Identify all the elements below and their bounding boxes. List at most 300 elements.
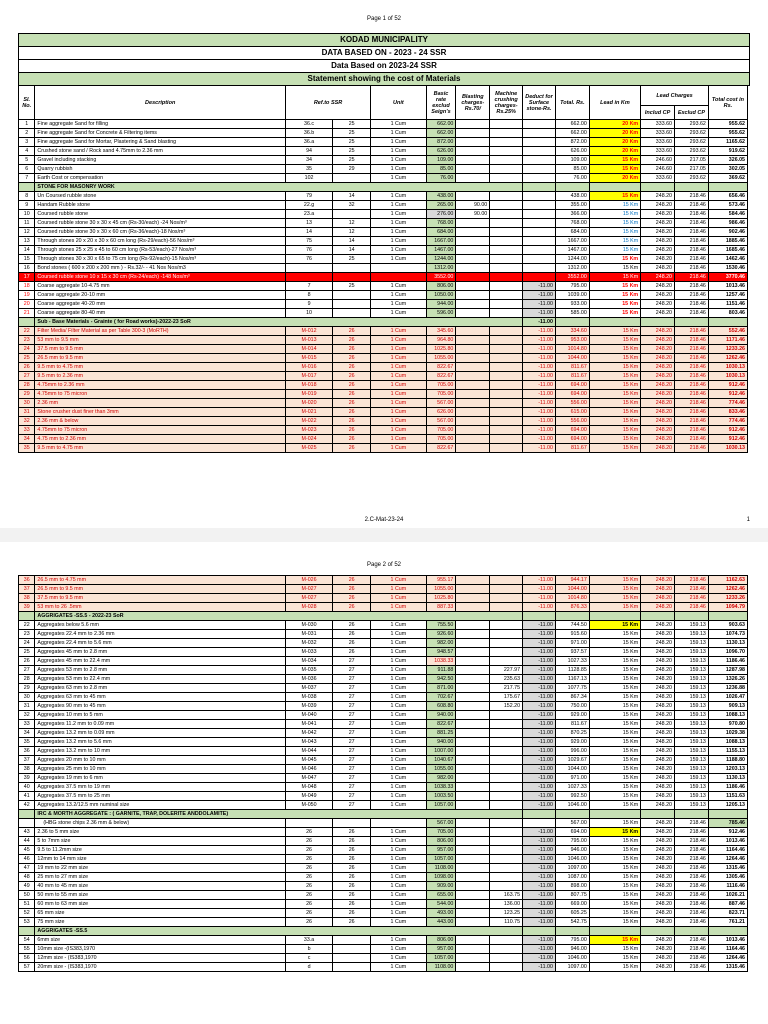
deduct-cell: -11.00	[523, 354, 556, 363]
machine-crushing-cell	[490, 720, 523, 729]
deduct-cell	[523, 210, 556, 219]
total-cell: 1097.00	[555, 864, 589, 873]
ref-page-cell: 27	[333, 792, 371, 801]
include-cp-cell: 248.20	[641, 399, 675, 408]
unit-cell: 1 Cum	[371, 936, 426, 945]
total-cost-cell: 774.46	[708, 399, 747, 408]
blasting-cell	[456, 576, 490, 585]
ref-page-cell: 26	[333, 345, 371, 354]
total-cost-cell: 1186.46	[708, 657, 747, 666]
ref-ssr-cell: M-035	[285, 666, 332, 675]
lead-km-cell: 20 Km	[589, 120, 640, 129]
include-cp-cell: 248.20	[641, 219, 675, 228]
sl-cell: 55	[19, 945, 35, 954]
deduct-cell	[523, 273, 556, 282]
deduct-cell	[523, 927, 556, 936]
basic-rate-cell: 1108.00	[426, 963, 456, 972]
include-cp-cell: 248.20	[641, 729, 675, 738]
blasting-cell	[456, 639, 490, 648]
section-title: IRC & MORTH AGGREGATE : ( GARNITE, TRAP, DOLERITE ANDDOLAMITE)	[35, 810, 523, 819]
lead-km-cell: 15 Km	[589, 639, 640, 648]
basic-rate-cell: 345.60	[426, 327, 456, 336]
ref-ssr-cell: 102	[285, 174, 332, 183]
ref-ssr-cell: 26	[285, 855, 332, 864]
description-cell: 53 mm to 26 .5mm	[35, 603, 286, 612]
total-cost-cell: 1315.46	[708, 963, 747, 972]
blasting-cell	[456, 657, 490, 666]
unit-cell: 1 Cum	[371, 729, 426, 738]
blasting-cell	[456, 792, 490, 801]
empty-cell	[674, 612, 708, 621]
table-row	[19, 120, 748, 129]
deduct-cell: -11.00	[523, 882, 556, 891]
description-cell: 2.36 mm & below	[35, 417, 286, 426]
include-cp-cell: 248.20	[641, 237, 675, 246]
total-cell: 556.00	[555, 399, 589, 408]
include-cp-cell: 248.20	[641, 864, 675, 873]
machine-crushing-cell	[490, 282, 523, 291]
total-cost-cell: 1262.46	[708, 354, 747, 363]
ref-page-cell	[333, 300, 371, 309]
basic-rate-cell: 940.00	[426, 738, 456, 747]
total-cost-cell: 1315.46	[708, 864, 747, 873]
include-cp-cell: 248.20	[641, 936, 675, 945]
unit-cell: 1 Cum	[371, 237, 426, 246]
table-row	[19, 747, 748, 756]
page-label: Page 2 of 52	[366, 562, 402, 568]
ref-page-cell: 27	[333, 756, 371, 765]
sl-cell: 48	[19, 873, 35, 882]
exclude-cp-cell: 218.46	[675, 237, 709, 246]
basic-rate-cell: 957.00	[426, 945, 456, 954]
total-cell: 684.00	[555, 228, 589, 237]
deduct-cell: -11.00	[523, 963, 556, 972]
unit-cell: 1 Cum	[371, 630, 426, 639]
table-row	[19, 192, 748, 201]
table-row	[19, 837, 748, 846]
exclude-cp-cell: 218.46	[675, 309, 709, 318]
description-cell: Aggregates 13.2 mm to 0.09 mm	[35, 729, 286, 738]
basic-rate-cell: 705.00	[426, 435, 456, 444]
total-cost-cell: 1013.46	[708, 936, 747, 945]
total-cost-cell: 912.46	[708, 390, 747, 399]
include-cp-cell: 248.20	[641, 792, 675, 801]
sl-cell: 38	[19, 594, 35, 603]
lead-km-cell: 15 Km	[589, 882, 640, 891]
exclude-cp-cell: 159.13	[674, 711, 708, 720]
exclude-cp-cell: 218.46	[674, 585, 708, 594]
table-row	[19, 639, 748, 648]
empty-cell	[708, 183, 747, 192]
deduct-cell: -11.00	[523, 675, 556, 684]
table-row	[19, 711, 748, 720]
blasting-cell	[456, 945, 490, 954]
table-row	[19, 657, 748, 666]
description-cell: 25 mm to 27 mm size	[35, 873, 286, 882]
blasting-cell	[456, 729, 490, 738]
total-cost-cell: 1186.46	[708, 783, 747, 792]
basic-rate-cell: 982.00	[426, 639, 456, 648]
total-cost-cell: 1287.98	[708, 666, 747, 675]
exclude-cp-cell: 218.46	[674, 819, 708, 828]
deduct-cell: -11.00	[523, 426, 556, 435]
empty-cell	[589, 183, 640, 192]
description-cell: Fine aggregate Sand for Mortar, Plastering & Sand blasting	[35, 138, 286, 147]
machine-crushing-cell: 217.75	[490, 684, 523, 693]
document-page-2	[0, 550, 768, 1024]
sl-cell: 46	[19, 855, 35, 864]
table-row	[19, 219, 748, 228]
ref-ssr-cell: M-028	[285, 603, 332, 612]
unit-cell: 1 Cum	[371, 639, 426, 648]
sl-cell: 4	[19, 147, 35, 156]
blasting-cell	[456, 300, 490, 309]
lead-km-cell: 15 Km	[589, 801, 640, 810]
total-cost-cell: 1026.47	[708, 693, 747, 702]
include-cp-cell: 248.20	[641, 594, 675, 603]
ref-ssr-cell: M-021	[285, 408, 332, 417]
table-row	[19, 855, 748, 864]
total-cell: 933.00	[555, 300, 589, 309]
description-cell: Coursed rubble stone 10 x 15 x 30 cm (Rs-24/each) -148 Nos/m³	[35, 273, 286, 282]
ref-ssr-cell: 33.a	[285, 936, 332, 945]
table-row	[19, 819, 748, 828]
exclude-cp-cell: 293.62	[675, 120, 709, 129]
total-cell: 795.00	[555, 837, 589, 846]
lead-km-cell: 15 Km	[589, 873, 640, 882]
sl-cell	[19, 183, 35, 192]
machine-crushing-cell	[490, 846, 523, 855]
exclude-cp-cell: 159.13	[674, 684, 708, 693]
machine-crushing-cell	[490, 381, 523, 390]
ref-ssr-cell: 9	[285, 300, 332, 309]
blasting-cell	[456, 936, 490, 945]
table-row	[19, 210, 748, 219]
blasting-cell	[456, 417, 490, 426]
include-cp-cell: 248.20	[641, 963, 675, 972]
description-cell: 4.75mm to 75 micron	[35, 426, 286, 435]
blasting-cell	[456, 246, 490, 255]
lead-km-cell: 15 Km	[589, 837, 640, 846]
deduct-cell: -11.00	[523, 630, 556, 639]
ref-ssr-cell: 26	[285, 864, 332, 873]
sl-cell: 42	[19, 801, 35, 810]
basic-rate-cell: 85.00	[426, 165, 456, 174]
exclude-cp-cell: 218.46	[675, 336, 709, 345]
lead-km-cell: 15 Km	[589, 774, 640, 783]
unit-cell: 1 Cum	[371, 873, 426, 882]
deduct-cell: -11.00	[523, 864, 556, 873]
total-cell: 662.00	[555, 129, 589, 138]
description-cell: 10mm size -(IS383,1970	[35, 945, 286, 954]
ref-page-cell: 26	[333, 837, 371, 846]
unit-cell: 1 Cum	[371, 408, 426, 417]
machine-crushing-cell: 163.75	[490, 891, 523, 900]
sl-cell	[19, 810, 35, 819]
table-row	[19, 390, 748, 399]
unit-cell: 1 Cum	[371, 603, 426, 612]
sl-cell: 33	[19, 720, 35, 729]
ref-ssr-cell: M-027	[285, 594, 332, 603]
deduct-cell: -11.00	[523, 837, 556, 846]
unit-cell: 1 Cum	[371, 255, 426, 264]
deduct-cell: -11.00	[523, 900, 556, 909]
ref-page-cell: 26	[333, 327, 371, 336]
basic-rate-cell: 608.80	[426, 702, 456, 711]
basic-rate-cell: 684.00	[426, 228, 456, 237]
table-row	[19, 138, 748, 147]
description-cell: 5 to 7mm size	[35, 837, 286, 846]
unit-cell: 1 Cum	[371, 372, 426, 381]
sl-cell: 17	[19, 273, 35, 282]
ref-page-cell: 27	[333, 738, 371, 747]
include-cp-cell: 248.20	[641, 300, 675, 309]
total-cell: 1044.00	[555, 765, 589, 774]
deduct-cell: -11.00	[523, 747, 556, 756]
include-cp-cell: 246.60	[641, 165, 675, 174]
lead-km-cell: 15 Km	[589, 309, 640, 318]
total-cost-cell: 1130.13	[708, 774, 747, 783]
deduct-cell	[523, 147, 556, 156]
exclude-cp-cell: 159.13	[674, 621, 708, 630]
lead-km-cell: 15 Km	[589, 657, 640, 666]
ref-page-cell: 27	[333, 657, 371, 666]
total-cost-cell: 761.21	[708, 918, 747, 927]
report-header	[18, 33, 750, 86]
include-cp-cell: 248.20	[641, 675, 675, 684]
blasting-cell	[456, 603, 490, 612]
machine-crushing-cell	[490, 408, 523, 417]
exclude-cp-cell: 218.46	[675, 381, 709, 390]
description-cell: 37.5 mm to 9.5 mm	[35, 345, 286, 354]
exclude-cp-cell: 159.13	[674, 693, 708, 702]
total-cell: 1046.00	[555, 954, 589, 963]
ref-ssr-cell: M-031	[285, 630, 332, 639]
ref-ssr-cell: M-047	[285, 774, 332, 783]
total-cell: 3552.00	[555, 273, 589, 282]
include-cp-cell: 248.20	[641, 801, 675, 810]
total-cell: 811.67	[555, 363, 589, 372]
exclude-cp-cell: 218.46	[674, 837, 708, 846]
deduct-cell: -11.00	[523, 291, 556, 300]
include-cp-cell: 248.20	[641, 639, 675, 648]
deduct-cell: -11.00	[523, 738, 556, 747]
machine-crushing-cell	[490, 237, 523, 246]
unit-cell: 1 Cum	[371, 747, 426, 756]
lead-km-cell: 15 Km	[589, 417, 640, 426]
total-cell: 1027.33	[555, 783, 589, 792]
include-cp-cell: 248.20	[641, 891, 675, 900]
exclude-cp-cell: 293.62	[675, 138, 709, 147]
blasting-cell	[456, 264, 490, 273]
total-cost-cell: 573.46	[708, 201, 747, 210]
include-cp-cell: 248.20	[641, 336, 675, 345]
table-row	[19, 963, 748, 972]
include-cp-cell: 248.20	[641, 738, 675, 747]
include-cp-cell: 333.60	[641, 147, 675, 156]
total-cost-cell: 887.46	[708, 900, 747, 909]
unit-cell: 1 Cum	[371, 192, 426, 201]
unit-cell: 1 Cum	[371, 219, 426, 228]
description-cell: Coarse aggregate 20-10 mm	[35, 291, 286, 300]
ref-page-cell: 27	[333, 702, 371, 711]
description-cell: 9.5 mm to 4.75 mm	[35, 444, 286, 453]
machine-crushing-cell	[490, 630, 523, 639]
machine-crushing-cell	[490, 417, 523, 426]
basic-rate-cell: 911.88	[426, 666, 456, 675]
sl-cell: 29	[19, 684, 35, 693]
empty-cell	[555, 318, 589, 327]
deduct-cell: -11.00	[523, 855, 556, 864]
include-cp-cell: 248.20	[641, 444, 675, 453]
unit-cell: 1 Cum	[371, 621, 426, 630]
machine-crushing-cell	[490, 963, 523, 972]
include-cp-cell: 333.60	[641, 120, 675, 129]
total-cost-cell: 1165.62	[708, 138, 747, 147]
basic-rate-cell: 806.00	[426, 282, 456, 291]
table-row	[19, 585, 748, 594]
basic-rate-cell: 982.00	[426, 774, 456, 783]
ref-ssr-cell: 14	[285, 228, 332, 237]
total-cell: 334.60	[555, 327, 589, 336]
total-cell: 1128.85	[555, 666, 589, 675]
total-cell: 811.67	[555, 720, 589, 729]
unit-cell: 1 Cum	[371, 648, 426, 657]
ref-ssr-cell: M-045	[285, 756, 332, 765]
table-row	[19, 729, 748, 738]
total-cost-cell: 552.46	[708, 327, 747, 336]
description-cell: Aggregates 37.5 mm to 19 mm	[35, 783, 286, 792]
sl-cell: 27	[19, 372, 35, 381]
ref-page-cell: 27	[333, 729, 371, 738]
table-row	[19, 147, 748, 156]
blasting-cell	[456, 783, 490, 792]
ref-page-cell: 25	[333, 129, 371, 138]
include-cp-cell: 248.20	[641, 345, 675, 354]
basic-rate-cell: 964.80	[426, 336, 456, 345]
total-cost-cell: 1462.46	[708, 255, 747, 264]
include-cp-cell: 248.20	[641, 372, 675, 381]
machine-crushing-cell	[490, 210, 523, 219]
blasting-cell	[456, 666, 490, 675]
machine-crushing-cell	[490, 264, 523, 273]
deduct-cell: -11.00	[523, 720, 556, 729]
machine-crushing-cell	[490, 792, 523, 801]
include-cp-cell: 248.20	[641, 774, 675, 783]
basic-rate-cell: 1312.00	[426, 264, 456, 273]
ref-ssr-cell: 7	[285, 282, 332, 291]
exclude-cp-cell: 218.46	[675, 228, 709, 237]
sl-cell: 12	[19, 228, 35, 237]
sl-cell: 30	[19, 693, 35, 702]
sl-cell: 8	[19, 192, 35, 201]
table-row	[19, 246, 748, 255]
basic-rate-cell: 871.00	[426, 684, 456, 693]
exclude-cp-cell: 159.13	[674, 639, 708, 648]
total-cost-cell: 909.13	[708, 702, 747, 711]
unit-cell	[371, 264, 426, 273]
total-cost-cell: 326.05	[708, 156, 747, 165]
ref-ssr-cell: 79	[285, 192, 332, 201]
table-row	[19, 693, 748, 702]
ref-page-cell: 26	[333, 639, 371, 648]
empty-cell	[641, 183, 675, 192]
ref-ssr-cell: M-013	[285, 336, 332, 345]
exclude-cp-cell: 218.46	[675, 327, 709, 336]
total-cost-cell: 1203.13	[708, 765, 747, 774]
description-cell: Fine aggregate Sand for Concrete & Filtering items	[35, 129, 286, 138]
lead-km-cell: 15 Km	[589, 828, 640, 837]
empty-cell	[674, 927, 708, 936]
basic-rate-cell: 1098.00	[426, 873, 456, 882]
total-cell: 795.00	[555, 282, 589, 291]
ref-ssr-cell: 26	[285, 837, 332, 846]
unit-cell: 1 Cum	[371, 954, 426, 963]
deduct-cell	[523, 138, 556, 147]
exclude-cp-cell: 218.46	[675, 210, 709, 219]
ref-ssr-cell: M-022	[285, 417, 332, 426]
sl-cell: 33	[19, 426, 35, 435]
description-cell: Un Coursed rubble stone	[35, 192, 286, 201]
blasting-cell	[456, 918, 490, 927]
sl-cell: 18	[19, 282, 35, 291]
blasting-cell	[456, 855, 490, 864]
deduct-cell: -11.00	[523, 756, 556, 765]
sl-cell	[19, 318, 35, 327]
deduct-cell: -11.00	[523, 891, 556, 900]
basic-rate-cell: 493.00	[426, 909, 456, 918]
total-cost-cell: 1030.13	[708, 372, 747, 381]
ref-ssr-cell: M-034	[285, 657, 332, 666]
lead-km-cell: 15 Km	[589, 210, 640, 219]
ref-page-cell	[333, 174, 371, 183]
total-cost-cell: 1164.46	[708, 945, 747, 954]
ref-page-cell	[333, 309, 371, 318]
lead-km-cell: 15 Km	[589, 702, 640, 711]
basic-rate-cell: 822.67	[426, 720, 456, 729]
machine-crushing-cell	[490, 255, 523, 264]
blasting-cell	[456, 720, 490, 729]
description-cell: 12mm size - (IS383,1970	[35, 954, 286, 963]
exclude-cp-cell: 218.46	[675, 282, 709, 291]
description-cell: Aggregates 19 mm to 6 mm	[35, 774, 286, 783]
total-cell: 953.00	[555, 336, 589, 345]
total-cost-cell: 1685.46	[708, 246, 747, 255]
blasting-cell	[456, 273, 490, 282]
section-header-row	[19, 183, 748, 192]
total-cell: 1046.00	[555, 801, 589, 810]
include-cp-cell: 248.20	[641, 702, 675, 711]
ref-page-cell: 26	[333, 417, 371, 426]
include-cp-cell: 248.20	[641, 828, 675, 837]
deduct-cell: -11.00	[523, 327, 556, 336]
total-cell: 1044.00	[555, 354, 589, 363]
basic-rate-cell: 768.00	[426, 219, 456, 228]
lead-km-cell: 15 Km	[589, 891, 640, 900]
basic-rate-cell: 1007.00	[426, 747, 456, 756]
basic-rate-cell: 944.00	[426, 300, 456, 309]
sl-cell: 54	[19, 936, 35, 945]
ref-page-cell: 26	[333, 648, 371, 657]
sl-cell: 39	[19, 774, 35, 783]
deduct-cell: -11.00	[523, 408, 556, 417]
exclude-cp-cell: 218.46	[675, 417, 709, 426]
exclude-cp-cell: 218.46	[675, 390, 709, 399]
ref-page-cell: 26	[333, 426, 371, 435]
unit-cell: 1 Cum	[371, 909, 426, 918]
deduct-cell	[523, 810, 556, 819]
blasting-cell: 90.00	[456, 210, 490, 219]
